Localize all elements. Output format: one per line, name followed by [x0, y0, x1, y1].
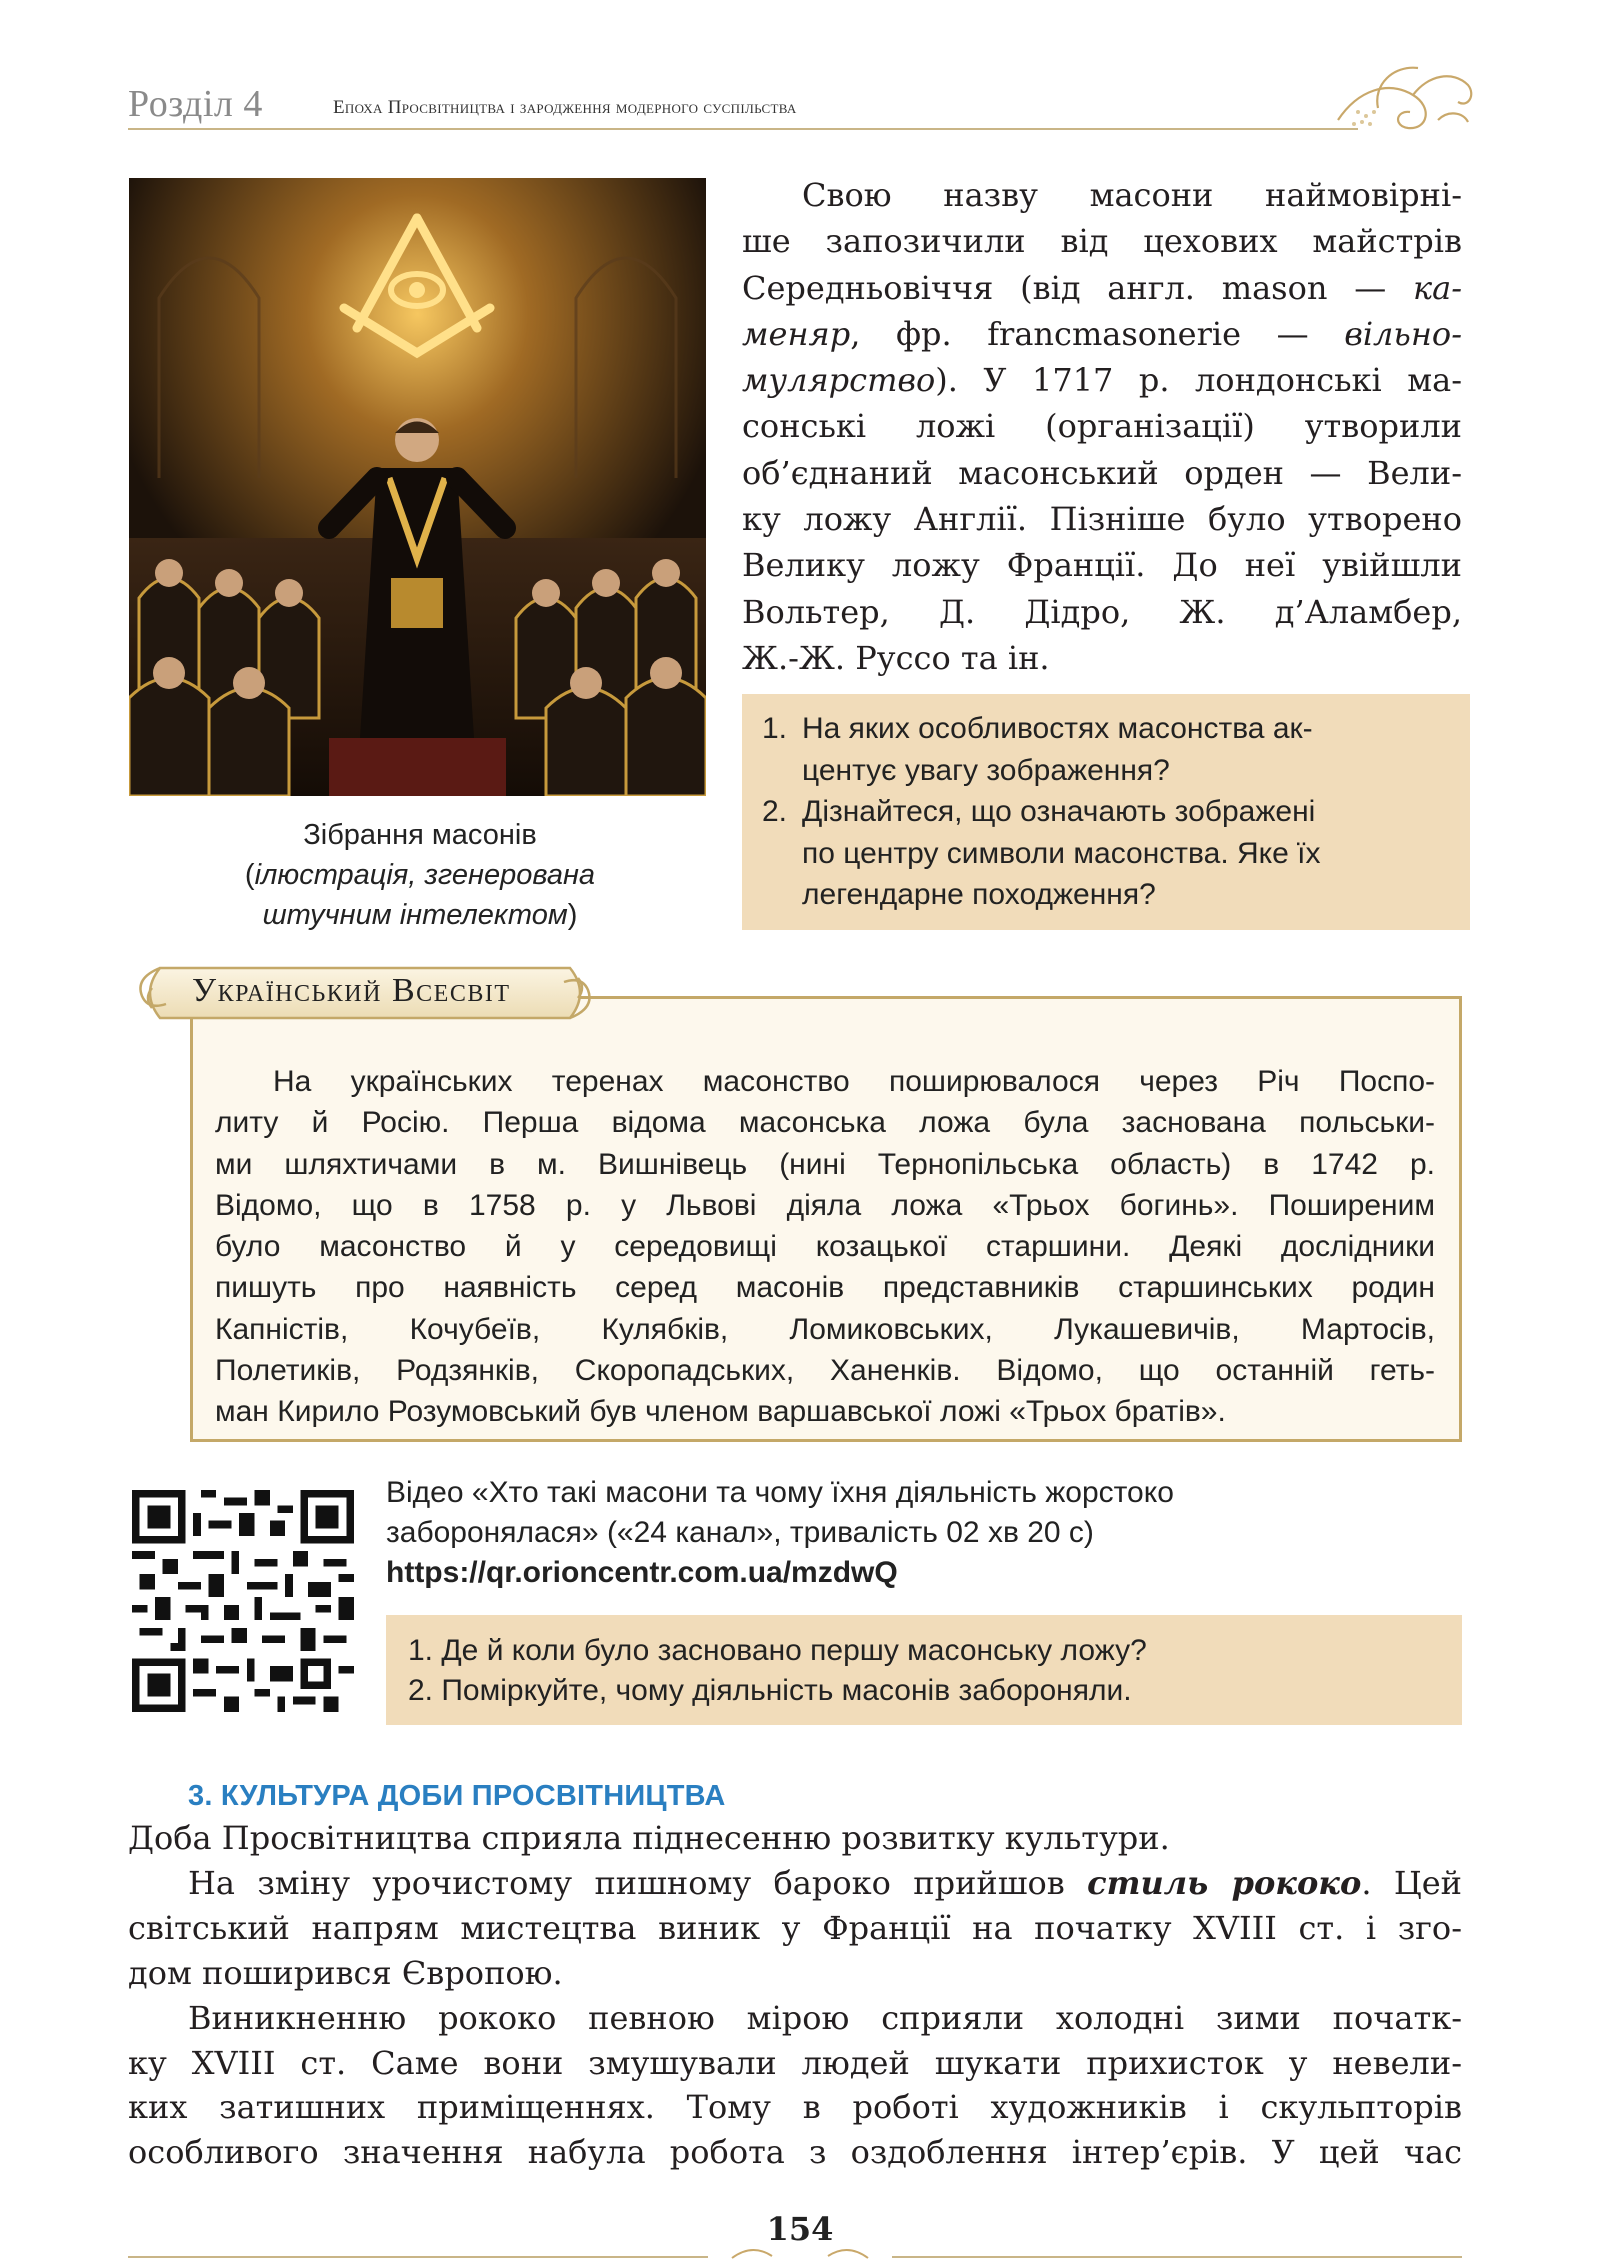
text-line: Середньовіччя (від англ. mason — ка-: [742, 268, 1462, 307]
text-line: ман Кирило Розумовський був членом варшавської ложі «Трьох братів».: [215, 1395, 1226, 1429]
text-line: На українських теренах масонство поширювалося через Річ Поспо-: [273, 1065, 1435, 1098]
section-heading: 3. КУЛЬТУРА ДОБИ ПРОСВІТНИЦТВА: [188, 1780, 726, 1812]
page-header: [128, 78, 1468, 134]
text-line: На зміну урочистому пишному бароко прийшов стиль рококо. Цей: [188, 1863, 1463, 1902]
video-title-line: Відео «Хто такі масони та чому їхня діяльність жорстоко: [386, 1476, 1174, 1509]
universe-label-text: Український Всесвіт: [192, 972, 511, 1009]
text-line: Капністів, Кочубеїв, Кулябків, Ломиковських, Лукашевичів, Мартосів,: [215, 1312, 1435, 1346]
intro-paragraph: [742, 172, 1462, 681]
caption-line: штучним інтелектом): [262, 899, 578, 931]
text-line: особливого значення набула робота з оздоблення інтер’єрів. У цей час: [128, 2133, 1462, 2172]
freemasons-gathering-image: [129, 178, 706, 796]
caption-line: (ілюстрація, згенерована: [244, 859, 596, 891]
text-line: ми шляхтичами в м. Вишнівець (нині Тернопільська область) в 1742 р.: [215, 1147, 1435, 1181]
questions-box: [742, 694, 1470, 930]
chapter-title: Епоха Просвітництва і зародження модерного суспільства: [333, 97, 797, 118]
qr-code-icon[interactable]: [132, 1490, 354, 1712]
question-item: 2. Дізнайтеся, що означають зображені по центру символи масонства. Яке їх легендарне походження?: [762, 795, 1321, 911]
video-questions-box: [386, 1615, 1462, 1725]
footer-rule-right: [892, 2256, 1462, 2258]
text-line: дом поширився Європою.: [128, 1953, 563, 1992]
header-ornament-icon: [1318, 50, 1478, 140]
text-line: ку XVIII ст. Саме вони змушували людей шукати прихисток у невели-: [128, 2043, 1462, 2082]
question-item: 2. Поміркуйте, чому діяльність масонів забороняли.: [408, 1674, 1132, 1707]
section-body: [128, 1816, 1462, 2175]
text-line: Виникненню рококо певною мірою сприяли холодні зими початк-: [188, 1998, 1462, 2037]
text-line: литу й Росію. Перша відома масонська ложа була заснована польськи-: [215, 1106, 1435, 1140]
video-title-line: заборонялася» («24 канал», тривалість 02 хв 20 с): [386, 1516, 1094, 1549]
question-item: 1. Де й коли було засновано першу масонську ложу?: [408, 1634, 1147, 1667]
text-line: сонські ложі (організації) утворили: [742, 407, 1462, 446]
text-line: ше запозичили від цехових майстрів: [742, 222, 1462, 261]
text-line: Свою назву масони наймовірні-: [802, 176, 1462, 214]
text-line: Ж.-Ж. Руссо та ін.: [742, 638, 1050, 677]
text-line: було масонство й у середовищі козацької старшини. Деякі дослідники: [215, 1230, 1435, 1264]
text-line: Полетиків, Родзянків, Скоропадських, Ханенків. Відомо, що останній геть-: [215, 1354, 1435, 1388]
header-rule: [128, 128, 1358, 130]
question-item: 1. На яких особливостях масонства ак- центує увагу зображення?: [762, 712, 1313, 787]
text-line: Велику ложу Франції. До неї увійшли: [742, 546, 1462, 585]
text-line: Вольтер, Д. Дідро, Ж. д’Аламбер,: [742, 592, 1462, 631]
video-reference: [386, 1473, 1466, 1593]
text-line: Відомо, що в 1758 р. у Львові діяла ложа «Трьох богинь». Поширеним: [215, 1188, 1435, 1222]
ukrainian-universe-label: [130, 958, 600, 1028]
page-number: 154: [766, 2210, 834, 2248]
video-link[interactable]: https://qr.orioncentr.com.ua/mzdwQ: [386, 1556, 898, 1589]
footer-rule-left: [128, 2256, 708, 2258]
text-line: світський напрям мистецтва виник у Франції на початку XVIII ст. і зго-: [128, 1908, 1462, 1947]
text-line: мулярство). У 1717 р. лондонські ма-: [742, 361, 1462, 400]
ukrainian-universe-box: [190, 996, 1462, 1442]
text-line: ких затишних приміщеннях. Тому в роботі художників і скульпторів: [128, 2088, 1462, 2127]
chapter-label: Розділ 4: [128, 83, 263, 125]
text-line: пишуть про наявність серед масонів представників старшинських родин: [215, 1271, 1435, 1305]
text-line: об’єднаний масонський орден — Вели-: [742, 453, 1462, 492]
text-line: Доба Просвітництва сприяла піднесенню розвитку культури.: [128, 1819, 1170, 1857]
caption-line: Зібрання масонів: [303, 819, 537, 851]
text-line: меняр, фр. francmasonerie — вільно-: [742, 314, 1462, 353]
figure-caption: [170, 815, 670, 935]
text-line: ку ложу Англії. Пізніше було утворено: [742, 500, 1462, 539]
